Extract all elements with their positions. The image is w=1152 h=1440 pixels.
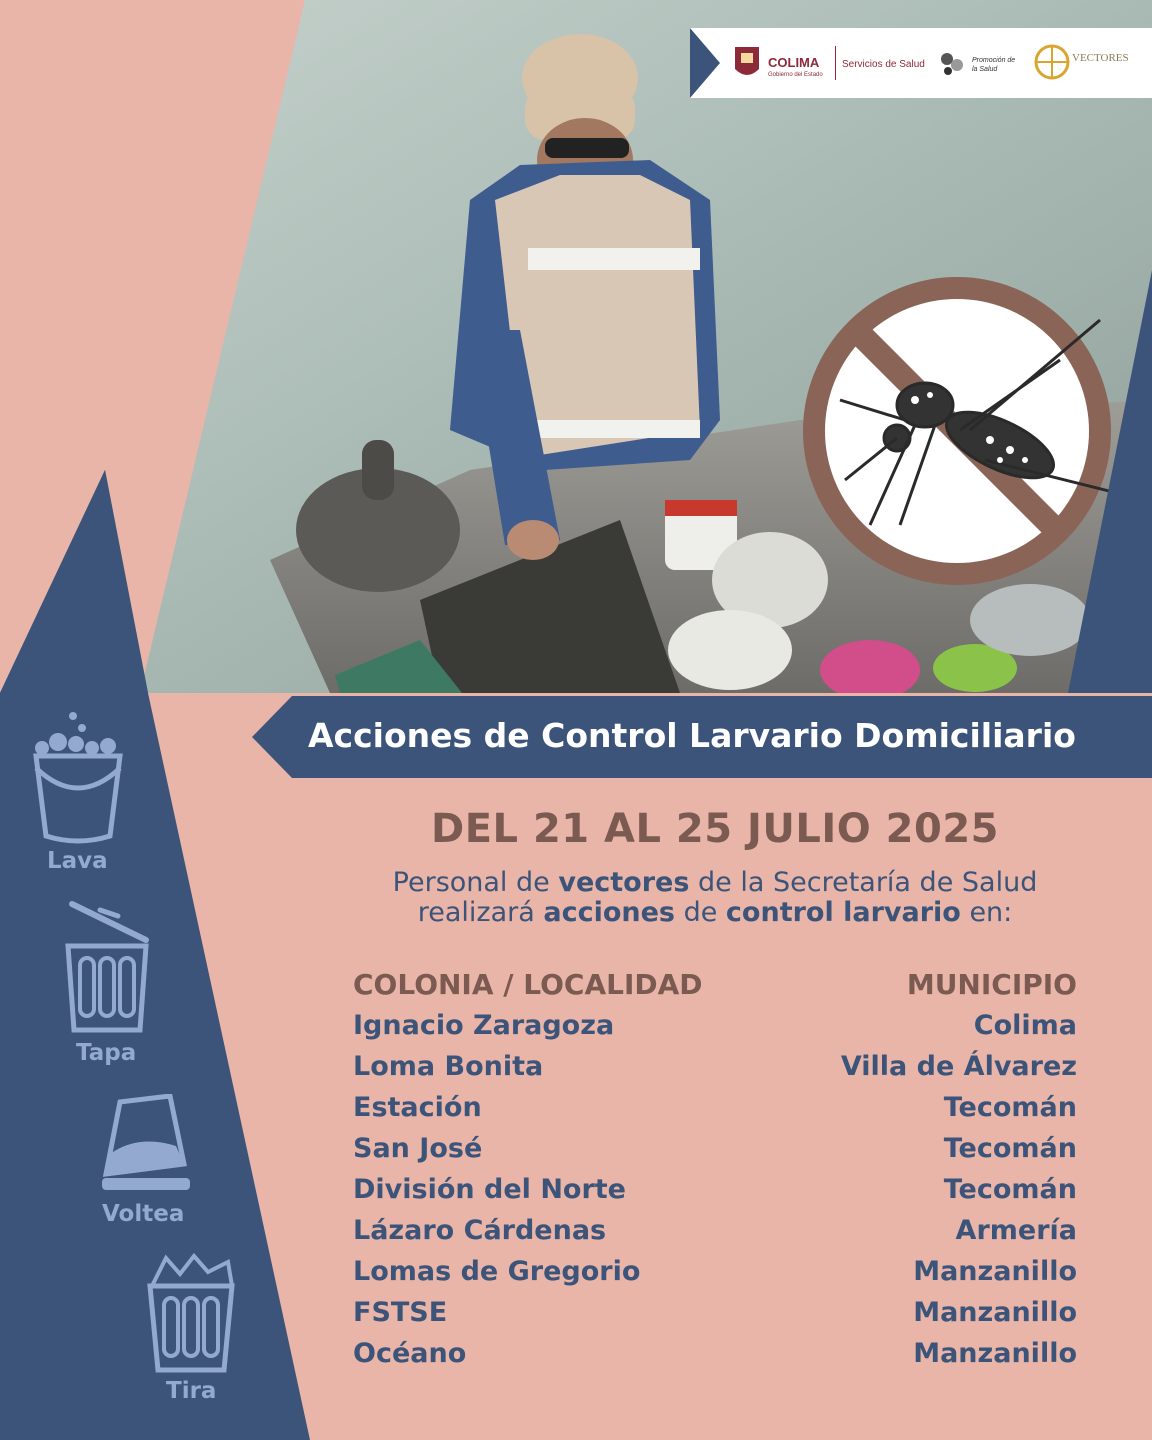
colonia-cell: Loma Bonita	[353, 1051, 544, 1082]
servicios-salud-logo: Servicios de Salud	[842, 59, 925, 70]
table-row	[353, 1133, 1077, 1174]
table-row	[353, 1338, 1077, 1379]
flipped-bucket-icon	[98, 1094, 194, 1198]
table-row	[353, 1256, 1077, 1297]
banner-title: Acciones de Control Larvario Domiciliario	[308, 716, 1076, 755]
column-header-colonia: COLONIA / LOCALIDAD	[353, 968, 703, 1001]
municipio-cell: Tecomán	[943, 1133, 1077, 1164]
colonia-cell: San José	[353, 1133, 483, 1164]
colima-logo-sub: Gobierno del Estado	[768, 72, 823, 78]
step-label-lava: Lava	[47, 848, 108, 874]
municipio-cell: Tecomán	[943, 1092, 1077, 1123]
colonia-cell: Ignacio Zaragoza	[353, 1010, 615, 1041]
municipio-cell: Manzanillo	[913, 1297, 1077, 1328]
vectores-logo: VECTORES	[1072, 52, 1129, 64]
logo-strip	[690, 28, 1152, 98]
municipio-cell: Colima	[973, 1010, 1077, 1041]
locations-table	[353, 1010, 1077, 1379]
colonia-cell: Estación	[353, 1092, 482, 1123]
promocion-salud-logo: Promoción de la Salud	[972, 57, 1016, 73]
promocion-salud-icon	[936, 48, 968, 80]
colonia-cell: División del Norte	[353, 1174, 626, 1205]
vectores-globe-icon	[1034, 44, 1070, 80]
trash-bin-full-icon	[144, 1252, 238, 1376]
step-label-voltea: Voltea	[102, 1201, 185, 1227]
municipio-cell: Villa de Álvarez	[840, 1051, 1077, 1082]
step-label-tira: Tira	[166, 1378, 217, 1404]
colima-logo-text: COLIMA	[768, 55, 820, 70]
column-header-municipio: MUNICIPIO	[906, 968, 1077, 1001]
colonia-cell: FSTSE	[353, 1297, 448, 1328]
colonia-cell: Lázaro Cárdenas	[353, 1215, 607, 1246]
table-row	[353, 1297, 1077, 1338]
municipio-cell: Manzanillo	[913, 1338, 1077, 1369]
municipio-cell: Armería	[955, 1215, 1077, 1246]
bucket-icon	[30, 708, 125, 848]
table-row	[353, 1174, 1077, 1215]
municipio-cell: Manzanillo	[913, 1256, 1077, 1287]
colonia-cell: Océano	[353, 1338, 467, 1369]
table-row	[353, 1010, 1077, 1051]
table-row	[353, 1092, 1077, 1133]
colonia-cell: Lomas de Gregorio	[353, 1256, 641, 1287]
table-row	[353, 1215, 1077, 1256]
table-row	[353, 1051, 1077, 1092]
colima-shield-icon	[732, 43, 762, 83]
trash-can-lid-icon	[62, 898, 152, 1038]
step-label-tapa: Tapa	[76, 1040, 137, 1066]
date-range: DEL 21 AL 25 JULIO 2025	[431, 806, 999, 852]
intro-text: Personal de vectores de la Secretaría de Salud realizará acciones de control larvario en:	[392, 867, 1038, 928]
municipio-cell: Tecomán	[943, 1174, 1077, 1205]
